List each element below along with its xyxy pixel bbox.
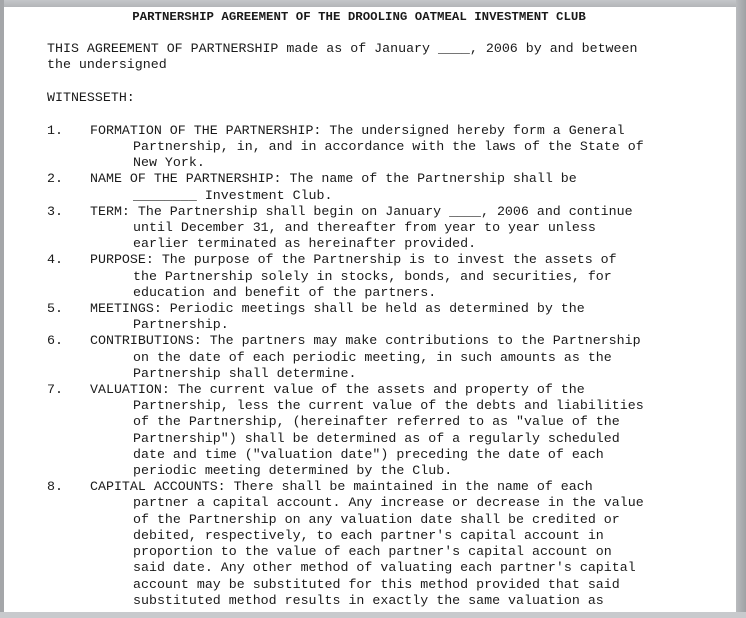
clause-item [47, 252, 727, 301]
clause-text [90, 479, 727, 609]
intro-line: the undersigned [47, 57, 167, 73]
clause-item [47, 204, 727, 253]
clause-continuation-line: Partnership") shall be determined as of a regularly scheduled [133, 430, 620, 446]
clause-continuation-line: debited, respectively, to each partner's capital account in [133, 527, 604, 543]
clause-text [90, 252, 727, 301]
clause-number: 2. [47, 171, 63, 187]
clause-continuation-line: of the Partnership, (hereinafter referred to as "value of the [133, 414, 620, 430]
clause-first-line: NAME OF THE PARTNERSHIP: The name of the Partnership shall be [90, 171, 577, 187]
clause-continuation-line: substituted method results in exactly the same valuation as [133, 592, 604, 608]
clause-first-line: VALUATION: The current value of the assets and property of the [90, 382, 585, 398]
clause-number: 4. [47, 252, 63, 268]
clause-number: 7. [47, 382, 63, 398]
clause-number: 3. [47, 203, 63, 219]
clause-continuation-line: date and time ("valuation date") preceding the date of each [133, 446, 604, 462]
clause-item [47, 301, 727, 333]
clause-item [47, 123, 727, 172]
clause-continuation-line: Partnership. [133, 317, 229, 333]
clause-continuation-line: earlier terminated as hereinafter provided. [133, 236, 477, 252]
clause-continuation-line: the Partnership solely in stocks, bonds, and securities, for [133, 268, 612, 284]
clause-first-line: TERM: The Partnership shall begin on January ____, 2006 and continue [90, 203, 633, 219]
window-frame-right [736, 0, 746, 618]
clause-continuation-line: until December 31, and thereafter from year to year unless [133, 220, 596, 236]
clause-continuation-line: proportion to the value of each partner's capital account on [133, 544, 612, 560]
clause-first-line: FORMATION OF THE PARTNERSHIP: The undersigned hereby form a General [90, 122, 625, 138]
clause-text [90, 382, 727, 479]
window-frame-bottom [0, 612, 746, 618]
intro-line: THIS AGREEMENT OF PARTNERSHIP made as of January ____, 2006 by and between [47, 41, 638, 57]
clause-first-line: CAPITAL ACCOUNTS: There shall be maintained in the name of each [90, 479, 593, 495]
document-title: PARTNERSHIP AGREEMENT OF THE DROOLING OATMEAL INVESTMENT CLUB [132, 10, 586, 24]
clause-continuation-line: said date. Any other method of valuating each partner's capital [133, 560, 636, 576]
clause-continuation-line: partner a capital account. Any increase or decrease in the value [133, 495, 644, 511]
clause-text [90, 171, 727, 203]
clause-first-line: PURPOSE: The purpose of the Partnership is to invest the assets of [90, 252, 617, 268]
intro-paragraph [47, 41, 727, 73]
clause-number: 8. [47, 479, 63, 495]
clause-continuation-line: account may be substituted for this method provided that said [133, 576, 620, 592]
clause-continuation-line: Partnership, less the current value of the debts and liabilities [133, 398, 644, 414]
clause-continuation-line: education and benefit of the partners. [133, 284, 437, 300]
clause-list [47, 123, 727, 609]
window-frame-top [0, 0, 746, 7]
clause-continuation-line: ________ Investment Club. [133, 187, 333, 203]
clause-item [47, 333, 727, 382]
clause-item [47, 382, 727, 479]
clause-continuation-line: Partnership, in, and in accordance with the laws of the State of [133, 139, 644, 155]
clause-continuation-line: New York. [133, 155, 205, 171]
clause-first-line: MEETINGS: Periodic meetings shall be held as determined by the [90, 301, 585, 317]
document-body [47, 9, 727, 609]
clause-text [90, 204, 727, 253]
clause-number: 5. [47, 301, 63, 317]
clause-continuation-line: of the Partnership on any valuation date shall be credited or [133, 511, 620, 527]
clause-continuation-line: on the date of each periodic meeting, in such amounts as the [133, 349, 612, 365]
clause-item [47, 171, 727, 203]
clause-text [90, 301, 727, 333]
clause-number: 6. [47, 333, 63, 349]
clause-continuation-line: periodic meeting determined by the Club. [133, 463, 453, 479]
clause-text [90, 123, 727, 172]
witnesseth-heading: WITNESSETH: [47, 89, 135, 105]
clause-continuation-line: Partnership shall determine. [133, 365, 357, 381]
clause-item [47, 479, 727, 609]
document-page[interactable] [4, 7, 736, 612]
clause-text [90, 333, 727, 382]
clause-first-line: CONTRIBUTIONS: The partners may make contributions to the Partnership [90, 333, 641, 349]
clause-number: 1. [47, 122, 63, 138]
